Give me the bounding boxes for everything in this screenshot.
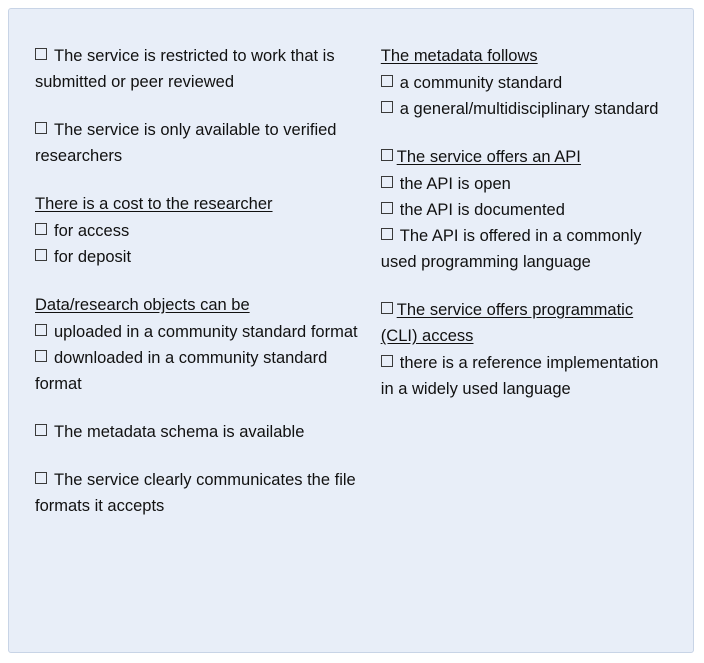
checkbox-icon[interactable]: [381, 355, 393, 367]
checklist-group-api: [381, 144, 671, 275]
checklist-item-label: a community standard: [399, 74, 563, 92]
group-heading-cli[interactable]: [381, 297, 671, 349]
checkbox-icon[interactable]: [35, 472, 47, 484]
checklist-group-metadata: [381, 43, 671, 122]
group-heading: There is a cost to the researcher: [35, 195, 273, 213]
checklist-group-cli: [381, 297, 671, 402]
checklist-item-label: for deposit: [54, 248, 132, 266]
checkbox-icon[interactable]: [381, 149, 393, 161]
checklist-group-data-objects: [35, 292, 367, 397]
checklist-panel: [8, 8, 694, 653]
checklist-item-label: the API is documented: [399, 201, 565, 219]
checklist-item-label: The metadata schema is available: [54, 423, 305, 441]
checklist-item-label: The service is only available to verified researchers: [35, 121, 337, 165]
checkbox-icon[interactable]: [381, 101, 393, 113]
checklist-item[interactable]: [381, 197, 671, 223]
checklist-item-label: The service is restricted to work that is submitted or peer reviewed: [35, 47, 335, 91]
checklist-item[interactable]: [35, 43, 367, 95]
checklist-item[interactable]: [381, 70, 671, 96]
checklist-item-label: a general/multidisciplinary standard: [399, 100, 659, 118]
checklist-group: [35, 419, 367, 445]
checklist-group: [35, 117, 367, 169]
checklist-item-label: The API is offered in a commonly used programming language: [380, 227, 642, 271]
checklist-item-label: for access: [54, 222, 130, 240]
checklist-item-label: there is a reference implementation in a widely used language: [380, 354, 659, 398]
checklist-item[interactable]: [35, 419, 367, 445]
checklist-item-label: The service clearly communicates the file formats it accepts: [35, 471, 356, 515]
checklist-item[interactable]: [35, 467, 367, 519]
checkbox-icon[interactable]: [35, 324, 47, 336]
checklist-item[interactable]: [35, 117, 367, 169]
checklist-item-label: downloaded in a community standard format: [35, 349, 328, 393]
checkbox-icon[interactable]: [35, 223, 47, 235]
checkbox-icon[interactable]: [381, 176, 393, 188]
checkbox-icon[interactable]: [35, 424, 47, 436]
group-heading: Data/research objects can be: [35, 296, 250, 314]
checkbox-icon[interactable]: [381, 202, 393, 214]
checkbox-icon[interactable]: [381, 228, 393, 240]
group-heading-label: The service offers an API: [396, 148, 581, 166]
group-heading-label: The service offers programmatic (CLI) access: [380, 301, 634, 345]
group-heading: The metadata follows: [380, 47, 538, 65]
checkbox-icon[interactable]: [381, 302, 393, 314]
checklist-item-label: the API is open: [399, 175, 511, 193]
checklist-group: [35, 43, 367, 95]
checklist-item-label: uploaded in a community standard format: [54, 323, 358, 341]
checkbox-icon[interactable]: [35, 350, 47, 362]
checklist-group: [35, 467, 367, 519]
checkbox-icon[interactable]: [381, 75, 393, 87]
checklist-item[interactable]: [381, 171, 671, 197]
checklist-item[interactable]: [35, 319, 367, 345]
left-column: [35, 43, 381, 652]
checklist-item[interactable]: [35, 244, 367, 270]
checklist-item[interactable]: [381, 223, 671, 275]
checklist-item[interactable]: [381, 96, 671, 122]
checklist-group-cost: [35, 191, 367, 270]
checklist-item[interactable]: [35, 218, 367, 244]
checkbox-icon[interactable]: [35, 122, 47, 134]
checklist-columns: [9, 9, 693, 652]
group-heading-api[interactable]: [381, 144, 671, 170]
checklist-item[interactable]: [35, 345, 367, 397]
checkbox-icon[interactable]: [35, 48, 47, 60]
checklist-item[interactable]: [381, 350, 671, 402]
checkbox-icon[interactable]: [35, 249, 47, 261]
right-column: [381, 43, 671, 652]
